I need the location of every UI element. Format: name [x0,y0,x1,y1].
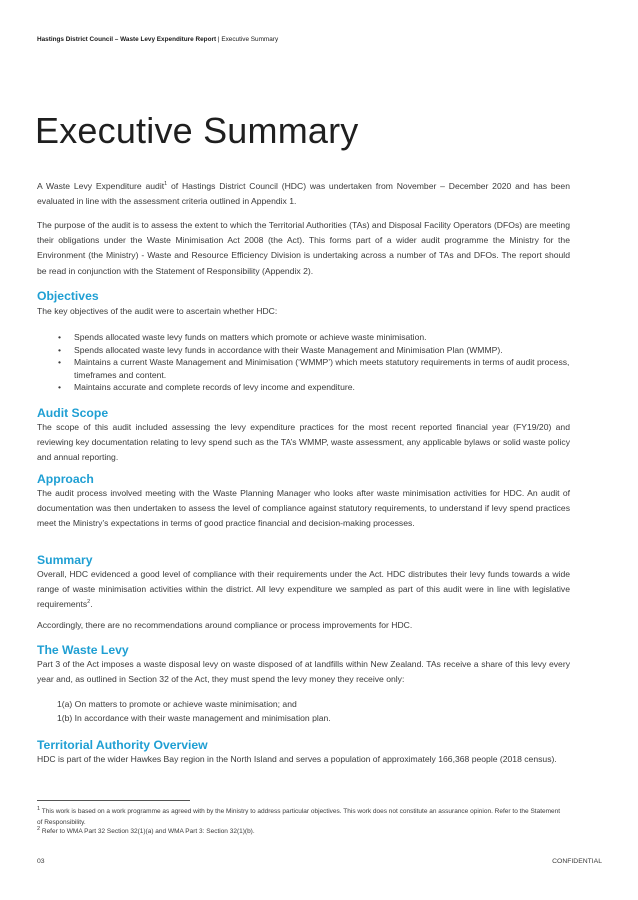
summary-text-b: . [90,599,93,610]
intro-paragraph-1 [37,179,570,209]
audit-scope-text: The scope of this audit included assessing the levy expenditure practices for the most recent reported financial year (FY19/20) and reviewing key documentation relating to levy spend such as the TA’s WMMP, waste assessment, any applicable bylaws or solid waste policy and annual reporting. [37,422,570,463]
footnote-2-mark: 2 [37,825,41,832]
footnote-2 [37,827,567,838]
footnote-1-mark: 1 [37,805,41,812]
waste-levy-text: Part 3 of the Act imposes a waste disposal levy on waste disposed of at landfills within New Zealand. TAs receive a share of this levy every year and, as outlined in Section 32 of the Act, they must spend the levy money they receive only: [37,659,570,685]
summary-heading: Summary [37,553,93,567]
confidential-label: CONFIDENTIAL [552,858,602,865]
objectives-bullet: • Maintains accurate and complete records of levy income and expenditure. [58,381,570,394]
objectives-bullet: • Maintains a current Waste Management and Minimisation (‘WMMP’) which meets statutory requirements in terms of audit process, timeframes and content. [58,356,570,381]
header-section: Executive Summary [221,36,279,43]
footnote-divider [37,800,190,801]
audit-scope-heading: Audit Scope [37,406,109,420]
running-header [37,36,278,43]
footnote-ref-2: 2 [87,599,91,606]
page-number: 03 [37,858,45,865]
ta-overview-heading: Territorial Authority Overview [37,738,208,752]
intro-p1-text-a: A Waste Levy Expenditure audit [37,181,165,191]
approach-text: The audit process involved meeting with the Waste Planning Manager who looks after waste minimisation activities for HDC. An audit of documentation was then undertaken to assess the level of compliance against statutory requirements, to understand if levy spend practices meet the Ministry’s expectations in terms of good practice financial and decision-making processes. [37,488,570,529]
intro-paragraph-2: The purpose of the audit is to assess the extent to which the Territorial Authorities (TAs) and Disposal Facility Operators (DFOs) are meeting their obligations under the Waste Minimisation Act 2008 (the Act). This forms part of a wider audit programme the Ministry for the Environment (the Ministry) - Waste and Resource Efficiency Division is undertaking across a number of TAs and DFOs. The report should be read in conjunction with the Statement of Responsibility (Appendix 2). [37,220,570,276]
footnote-ref-1: 1 [164,181,168,188]
waste-levy-item: 1(a) On matters to promote or achieve waste minimisation; and [57,699,297,709]
summary-text-a: Overall, HDC evidenced a good level of compliance with their requirements under the Act. HDC distributes their levy funds towards a wide range of waste minimisation activities within the district. All levy expenditure we sampled as part of this audit were in line with legislative requirements [37,569,570,610]
summary-text-2: Accordingly, there are no recommendations around compliance or process improvements for HDC. [37,620,413,630]
intro-p1-text-b: of Hastings District Council (HDC) was undertaken from November – December 2020 and has been evaluated in line with the assessment criteria outlined in Appendix 1. [37,181,570,207]
footnote-1-text: This work is based on a work programme as agreed with by the Ministry to address particular objectives. This work does not constitute an assurance opinion. Refer to the Statement of Responsibility. [37,808,561,826]
summary-text [37,567,570,613]
footnote-2-text: Refer to WMA Part 32 Section 32(1)(a) and WMA Part 3: Section 32(1)(b). [40,828,255,835]
page-title: Executive Summary [35,110,359,151]
waste-levy-item: 1(b) In accordance with their waste management and minimisation plan. [57,713,331,723]
header-separator: | [216,36,222,43]
ta-overview-text: HDC is part of the wider Hawkes Bay region in the North Island and serves a population of approximately 166,368 people (2018 census). [37,754,557,764]
approach-heading: Approach [37,472,94,486]
objectives-bullet: • Spends allocated waste levy funds on matters which promote or achieve waste minimisation. [58,331,570,344]
objectives-heading: Objectives [37,289,99,303]
objectives-list [58,331,570,394]
header-report-title: Hastings District Council – Waste Levy Expenditure Report [37,36,217,43]
waste-levy-heading: The Waste Levy [37,643,129,657]
objectives-lead: The key objectives of the audit were to ascertain whether HDC: [37,306,278,316]
footnote-1 [37,807,567,828]
objectives-bullet: • Spends allocated waste levy funds in accordance with their Waste Management and Minimisation Plan (WMMP). [58,344,570,357]
